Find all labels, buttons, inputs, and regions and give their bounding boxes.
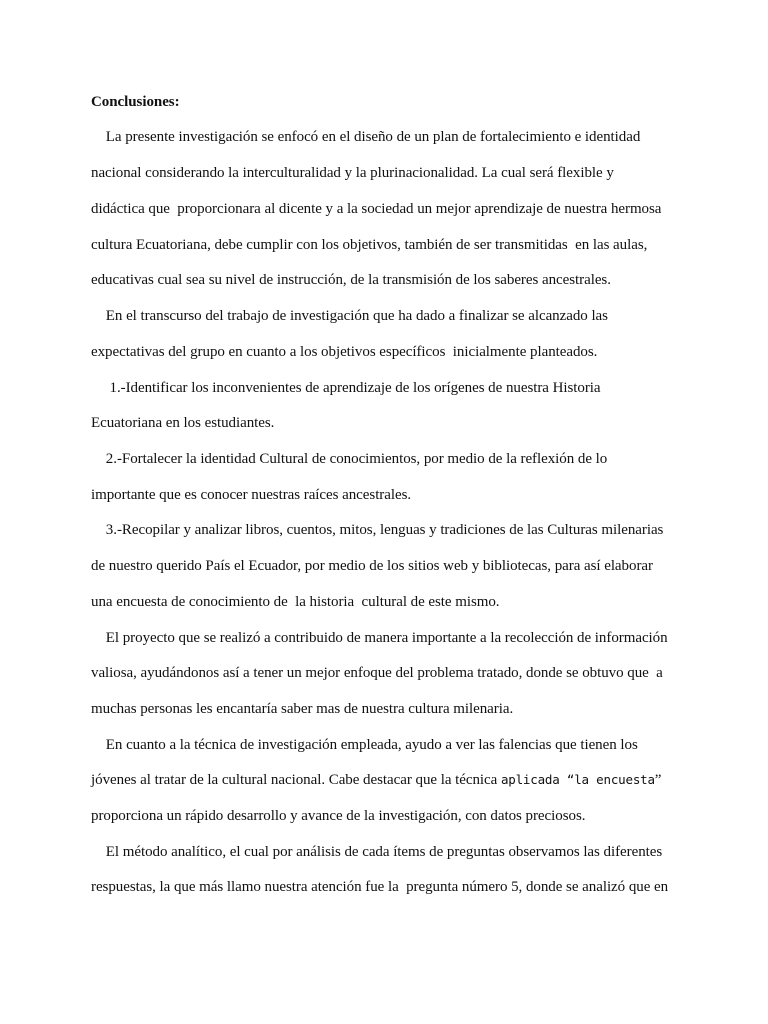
objective-line: Ecuatoriana en los estudiantes.: [91, 415, 275, 431]
paragraph-line: respuestas, la que más llamo nuestra atención fue la pregunta número 5, donde se analizó que en: [91, 879, 669, 895]
paragraph-line: expectativas del grupo en cuanto a los objetivos específicos inicialmente planteados.: [91, 344, 598, 360]
objective-line: 2.-Fortalecer la identidad Cultural de conocimientos, por medio de la reflexión de lo: [91, 451, 608, 467]
conclusions-heading: Conclusiones:: [91, 94, 180, 110]
paragraph-line: valiosa, ayudándonos así a tener un mejor enfoque del problema tratado, donde se obtuvo que a: [91, 665, 663, 681]
paragraph-line: El método analítico, el cual por análisis de cada ítems de preguntas observamos las diferentes: [91, 844, 663, 860]
objective-line: 3.-Recopilar y analizar libros, cuentos, mitos, lenguas y tradiciones de las Culturas milenarias: [91, 522, 664, 538]
paragraph-line: El proyecto que se realizó a contribuido de manera importante a la recolección de información: [91, 630, 668, 646]
mixed-text-mono: aplicada “la encuesta: [500, 772, 655, 787]
objective-line: importante que es conocer nuestras raíces ancestrales.: [91, 487, 412, 503]
paragraph-line-mixed: [91, 771, 661, 789]
paragraph-line: nacional considerando la interculturalidad y la plurinacionalidad. La cual será flexible y: [91, 165, 614, 181]
paragraph-line: cultura Ecuatoriana, debe cumplir con los objetivos, también de ser transmitidas en las aulas,: [91, 237, 648, 253]
paragraph-line: proporciona un rápido desarrollo y avance de la investigación, con datos preciosos.: [91, 808, 586, 824]
mixed-text-after: ”: [654, 772, 662, 788]
objective-line: de nuestro querido País el Ecuador, por medio de los sitios web y bibliotecas, para así elaborar: [91, 558, 653, 574]
objective-line: una encuesta de conocimiento de la historia cultural de este mismo.: [91, 594, 500, 610]
objective-line: 1.-Identificar los inconvenientes de aprendizaje de los orígenes de nuestra Historia: [91, 380, 601, 396]
paragraph-line: educativas cual sea su nivel de instrucción, de la transmisión de los saberes ancestrales.: [91, 272, 611, 288]
paragraph-line: didáctica que proporcionara al dicente y a la sociedad un mejor aprendizaje de nuestra hermosa: [91, 201, 662, 217]
paragraph-line: La presente investigación se enfocó en el diseño de un plan de fortalecimiento e identidad: [91, 129, 641, 145]
paragraph-line: En el transcurso del trabajo de investigación que ha dado a finalizar se alcanzado las: [91, 308, 608, 324]
mixed-text-before: jóvenes al tratar de la cultural nacional. Cabe destacar que la técnica: [91, 772, 501, 788]
paragraph-line: En cuanto a la técnica de investigación empleada, ayudo a ver las falencias que tienen los: [91, 737, 638, 753]
paragraph-line: muchas personas les encantaría saber mas de nuestra cultura milenaria.: [91, 701, 514, 717]
